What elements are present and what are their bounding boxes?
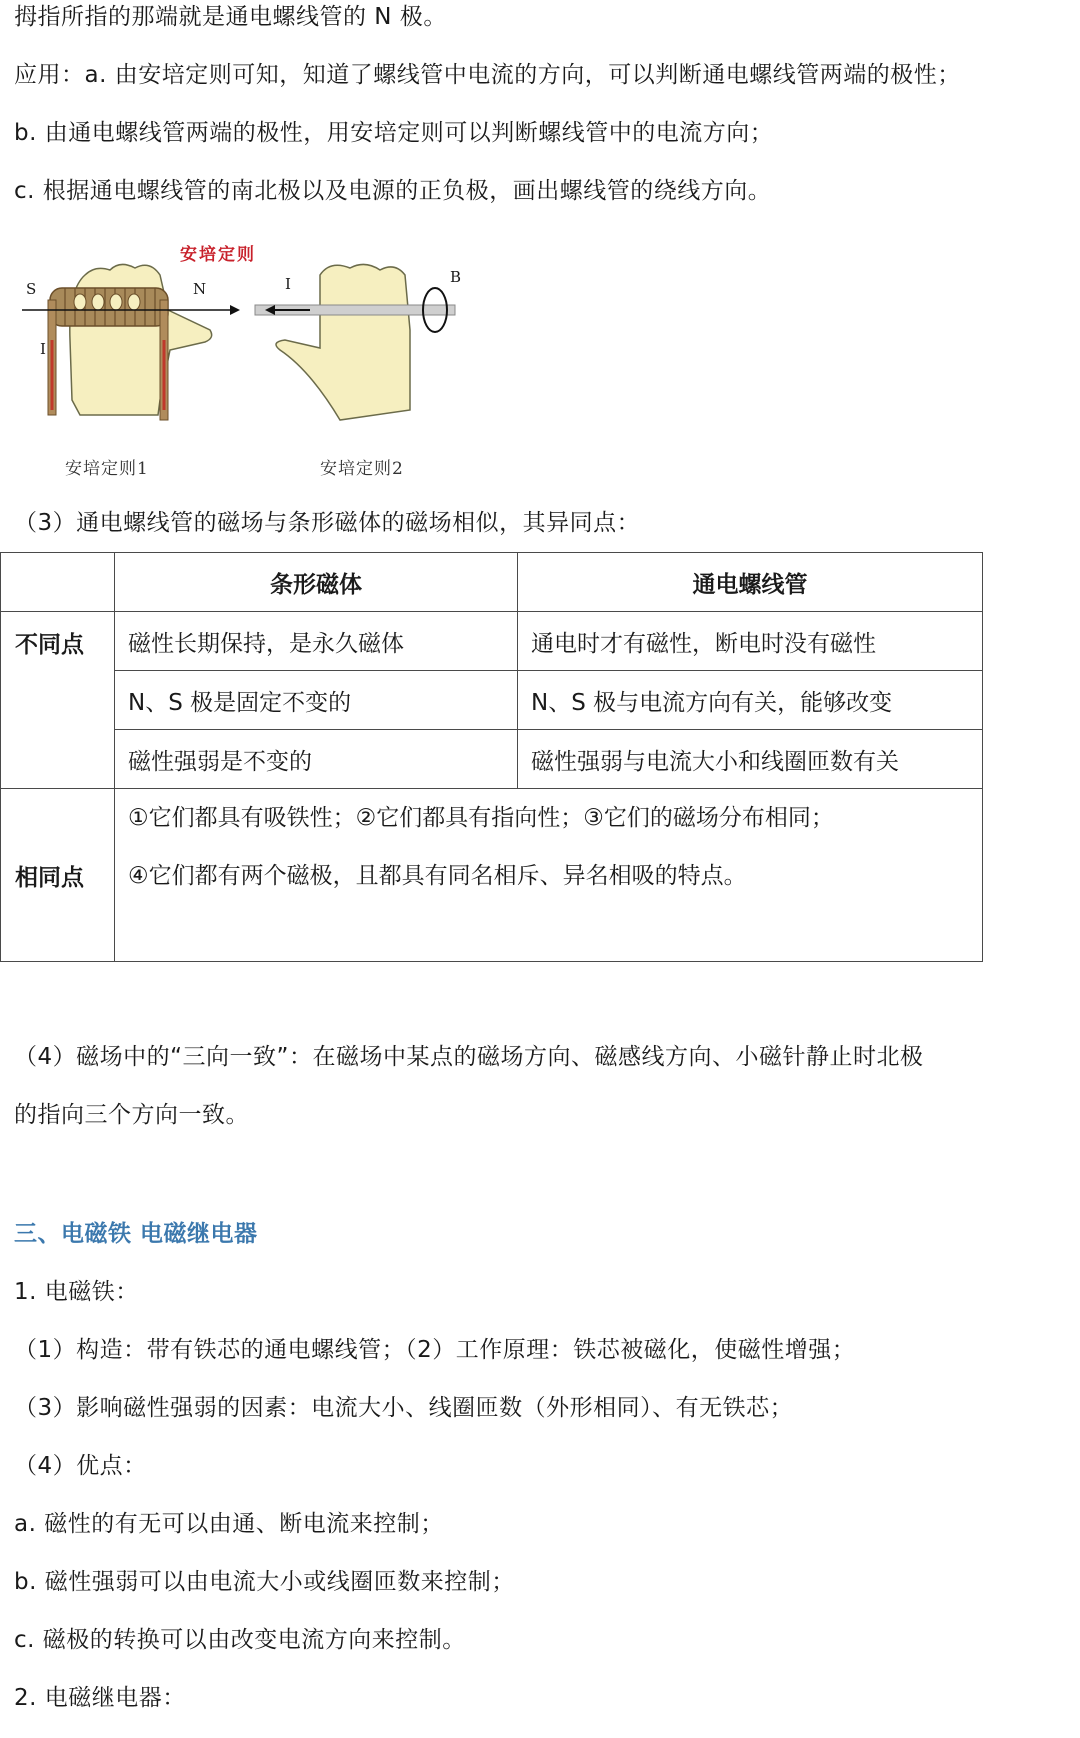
ampere-rule-figure — [10, 230, 480, 480]
compare-intro: （3）通电螺线管的磁场与条形磁体的磁场相似，其异同点： — [14, 510, 641, 536]
section-line: （3）影响磁性强弱的因素：电流大小、线圈匝数（外形相同）、有无铁芯； — [14, 1395, 794, 1421]
table-cell: N、S 极是固定不变的 — [115, 671, 518, 730]
hand-diagrams-icon — [10, 230, 480, 450]
similarities-cell — [115, 789, 983, 962]
similarity-line: ④它们都有两个磁极，且都具有同名相斥、异名相吸的特点。 — [128, 863, 747, 889]
intro-line: b. 由通电螺线管两端的极性，用安培定则可以判断螺线管中的电流方向； — [14, 120, 774, 146]
comparison-table — [0, 552, 983, 962]
label-s: S — [26, 280, 37, 298]
three-direction-line: （4）磁场中的“三向一致”：在磁场中某点的磁场方向、磁感线方向、小磁针静止时北极 — [14, 1044, 924, 1070]
table-header-row — [1, 553, 983, 612]
table-cell: 通电时才有磁性，断电时没有磁性 — [518, 612, 983, 671]
table-row — [1, 612, 983, 671]
table-row — [1, 730, 983, 789]
table-cell: N、S 极与电流方向有关，能够改变 — [518, 671, 983, 730]
label-n: N — [193, 280, 207, 298]
table-cell: 磁性长期保持，是永久磁体 — [115, 612, 518, 671]
caption-rule-1: 安培定则1 — [65, 459, 149, 479]
section-line: 1. 电磁铁： — [14, 1279, 139, 1305]
col-header-solenoid: 通电螺线管 — [518, 553, 983, 612]
label-b: B — [450, 268, 462, 286]
section-line: （1）构造：带有铁芯的通电螺线管；（2）工作原理：铁芯被磁化，使磁性增强； — [14, 1337, 856, 1363]
row-label-similarities: 相同点 — [1, 789, 115, 962]
label-i-right: I — [285, 275, 291, 293]
figure-title: 安培定则 — [180, 245, 256, 265]
section-line: b. 磁性强弱可以由电流大小或线圈匝数来控制； — [14, 1569, 515, 1595]
section-heading: 三、电磁铁 电磁继电器 — [14, 1221, 258, 1247]
three-direction-line: 的指向三个方向一致。 — [14, 1102, 249, 1128]
table-row — [1, 671, 983, 730]
section-line: c. 磁极的转换可以由改变电流方向来控制。 — [14, 1627, 466, 1653]
row-label-differences: 不同点 — [1, 612, 115, 789]
section-line: （4）优点： — [14, 1453, 147, 1479]
intro-line: c. 根据通电螺线管的南北极以及电源的正负极，画出螺线管的绕线方向。 — [14, 178, 772, 204]
intro-line: 应用：a. 由安培定则可知，知道了螺线管中电流的方向，可以判断通电螺线管两端的极性； — [14, 62, 961, 88]
table-cell: 磁性强弱是不变的 — [115, 730, 518, 789]
table-corner-cell — [1, 553, 115, 612]
intro-line: 拇指所指的那端就是通电螺线管的 N 极。 — [14, 4, 447, 30]
col-header-bar-magnet: 条形磁体 — [115, 553, 518, 612]
label-i-left: I — [40, 340, 46, 358]
table-row — [1, 789, 983, 962]
similarity-line: ①它们都具有吸铁性；②它们都具有指向性；③它们的磁场分布相同； — [128, 805, 834, 831]
caption-rule-2: 安培定则2 — [320, 459, 404, 479]
table-cell: 磁性强弱与电流大小和线圈匝数有关 — [518, 730, 983, 789]
section-line: 2. 电磁继电器： — [14, 1685, 186, 1711]
section-line: a. 磁性的有无可以由通、断电流来控制； — [14, 1511, 444, 1537]
